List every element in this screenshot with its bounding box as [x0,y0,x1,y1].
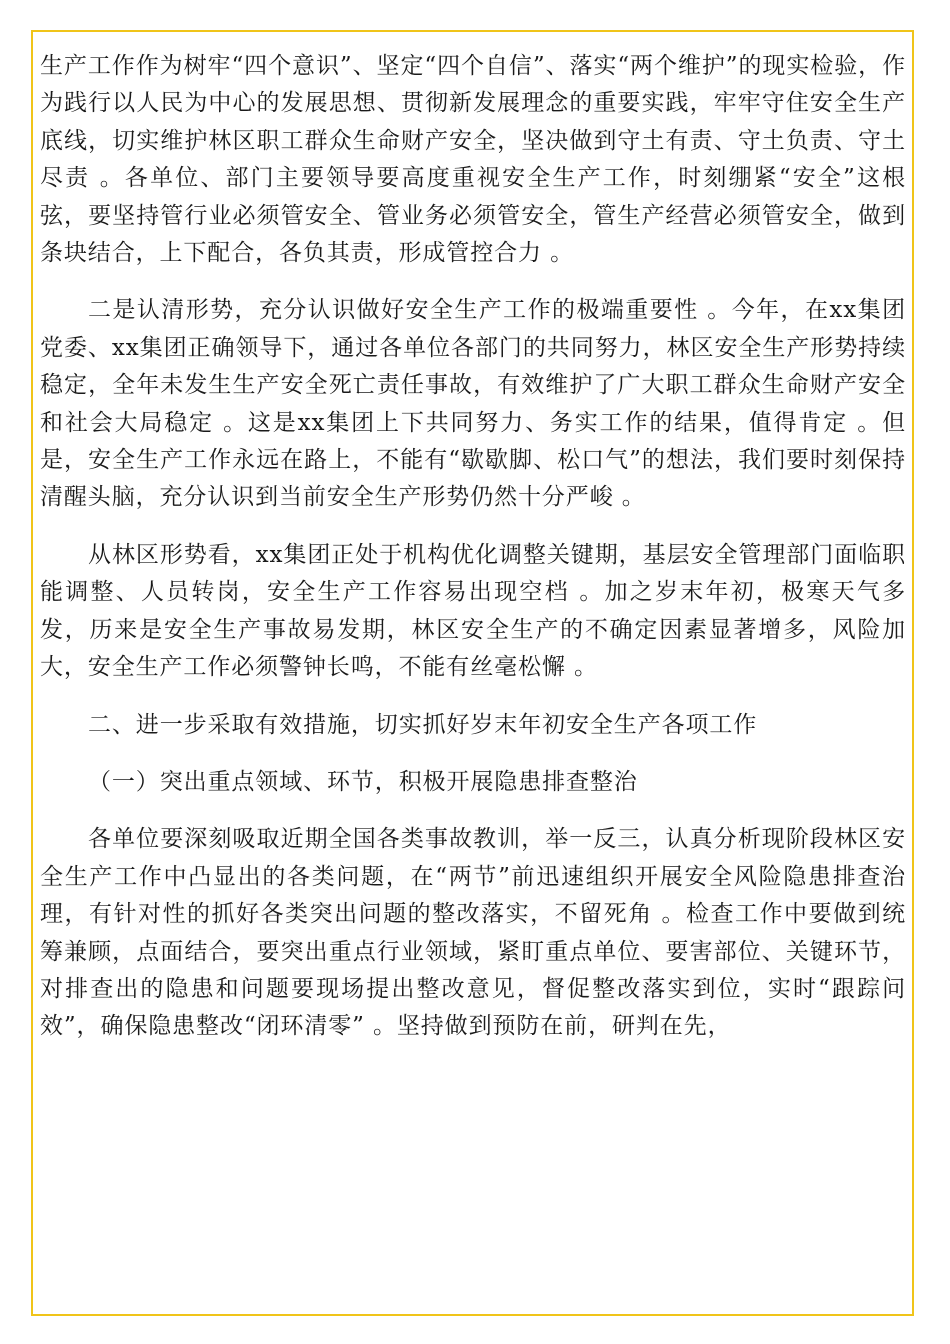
subsection-heading-1: （一）突出重点领域、环节，积极开展隐患排查整治 [88,768,638,795]
paragraph-safety-responsibility: 生产工作作为树牢“四个意识”、坚定“四个自信”、落实“两个维护”的现实检验，作为践行以人民为中心的发展思想、贯彻新发展理念的重要实践，牢牢守住安全生产底线，切实维护林区职工群众生命财产安全，坚决做到守土有责、守土负责、守土尽责 。各单位、部门主要领导要高度重视安全生产工作，时刻绷紧“安全”这根弦，要坚持管行业必须管安全、管业务必须管安全，管生产经营必须管安全，做到条块结合，上下配合，各负其责，形成管控合力 。 [40,53,906,267]
paragraph-situation-awareness: 二是认清形势，充分认识做好安全生产工作的极端重要性 。今年，在xx集团党委、xx集团正确领导下，通过各单位各部门的共同努力，林区安全生产形势持续稳定，全年未发生生产安全死亡责任事故，有效维护了广大职工群众生命财产安全和社会大局稳定 。这是xx集团上下共同努力、务实工作的结果，值得肯定 。但是，安全生产工作永远在路上，不能有“歇歇脚、松口气”的想法，我们要时刻保持清醒头脑，充分认识到当前安全生产形势仍然十分严峻 。 [40,297,906,511]
paragraph-forest-situation: 从林区形势看，xx集团正处于机构优化调整关键期，基层安全管理部门面临职能调整、人员转岗，安全生产工作容易出现空档 。加之岁末年初，极寒天气多发，历来是安全生产事故易发期，林区安全生产的不确定因素显著增多，风险加大，安全生产工作必须警钟长鸣，不能有丝毫松懈 。 [40,541,906,681]
document-body [40,48,906,1046]
paragraph-hazard-inspection: 各单位要深刻吸取近期全国各类事故教训，举一反三，认真分析现阶段林区安全生产工作中凸显出的各类问题，在“两节”前迅速组织开展安全风险隐患排查治理，有针对性的抓好各类突出问题的整改落实，不留死角 。检查工作中要做到统筹兼顾，点面结合，要突出重点行业领域，紧盯重点单位、要害部位、关键环节，对排查出的隐患和问题要现场提出整改意见，督促整改落实到位，实时“跟踪问效”，确保隐患整改“闭环清零” 。坚持做到预防在前，研判在先， [40,826,906,1040]
section-heading-2: 二、进一步采取有效措施，切实抓好岁末年初安全生产各项工作 [88,711,758,738]
